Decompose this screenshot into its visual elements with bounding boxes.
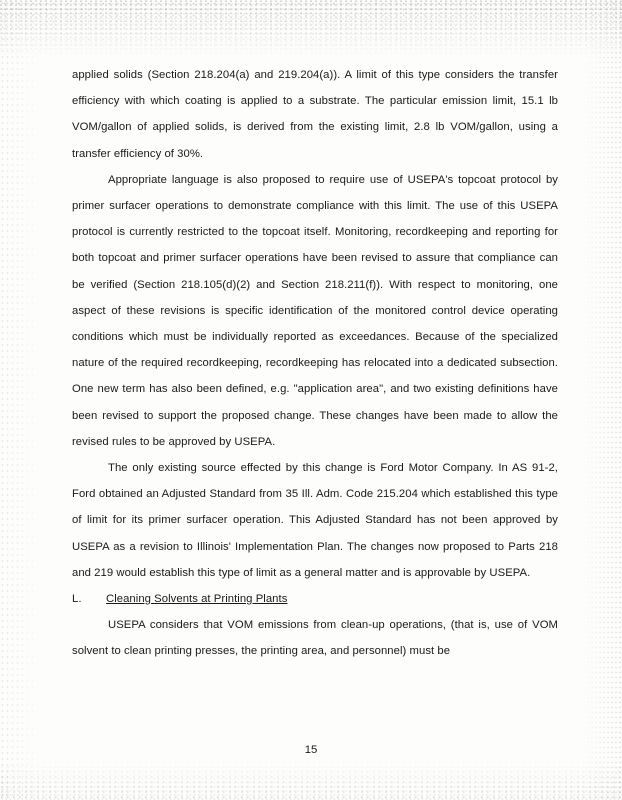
section-title: Cleaning Solvents at Printing Plants xyxy=(106,593,288,606)
paragraph-ford-source: The only existing source effected by this change is Ford Motor Company. In AS 91-2, Ford obtained an Adjusted Standard from 35 Ill. Adm. Code 215.204 which established this type of limit for its primer surfacer operation. This Adjusted Standard has not been approved by USEPA as a revision to Illinois' Implementation Plan. The changes now proposed to Parts 218 and 219 would establish this type of limit as a general matter and is approvable by USEPA. xyxy=(72,462,558,579)
section-letter: L. xyxy=(72,593,82,606)
scan-noise-left xyxy=(0,0,40,800)
document-body xyxy=(72,62,558,665)
page-number: 15 xyxy=(304,744,318,756)
paragraph-topcoat-protocol: Appropriate language is also proposed to require use of USEPA's topcoat protocol by primer surfacer operations to demonstrate compliance with this limit. The use of this USEPA protocol is currently restricted to the topcoat itself. Monitoring, recordkeeping and reporting for both topcoat and primer surfacer operations have been revised to assure that compliance can be verified (Section 218.105(d)(2) and Section 218.211(f)). With respect to monitoring, one aspect of these revisions is specific identification of the monitored control device operating conditions which must be individually reported as exceedances. Because of the specialized nature of the required recordkeeping, recordkeeping has relocated into a dedicated subsection. One new term has also been defined, e.g. "application area", and two existing definitions have been revised to support the proposed change. These changes have been made to allow the revised rules to be approved by USEPA. xyxy=(72,173,558,448)
paragraph-cleaning-solvents: USEPA considers that VOM emissions from clean-up operations, (that is, use of VOM solvent to clean printing presses, the printing area, and personnel) must be xyxy=(72,619,558,658)
scan-noise-top xyxy=(0,0,622,58)
scan-noise-bottom xyxy=(0,760,622,800)
scan-noise-right xyxy=(582,0,622,800)
paragraph-continued: applied solids (Section 218.204(a) and 219.204(a)). A limit of this type considers the transfer efficiency with which coating is applied to a substrate. The particular emission limit, 15.1 lb VOM/gallon of applied solids, is derived from the existing limit, 2.8 lb VOM/gallon, using a transfer efficiency of 30%. xyxy=(72,69,558,160)
section-heading xyxy=(72,586,558,612)
